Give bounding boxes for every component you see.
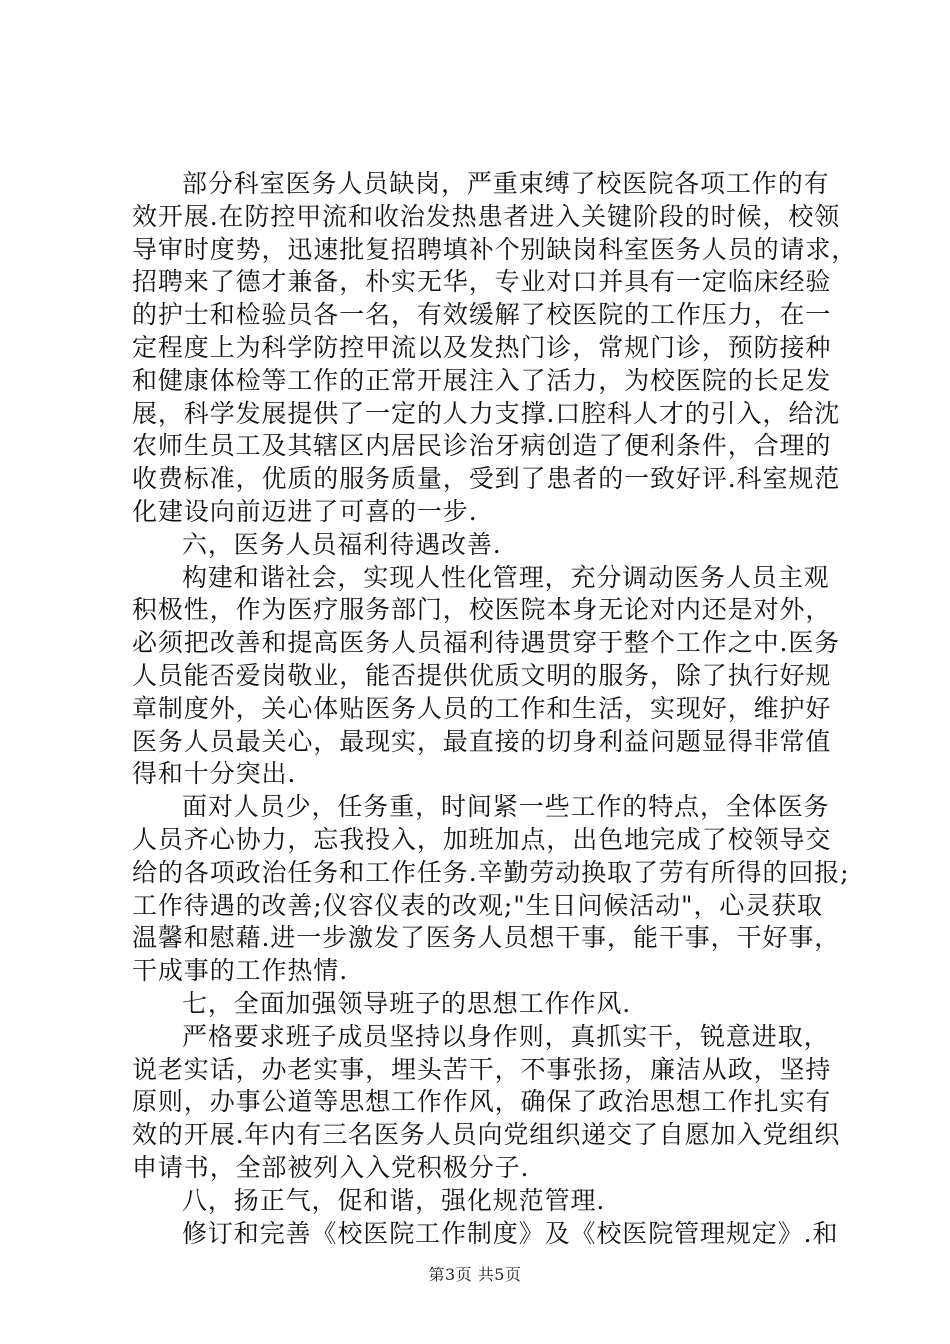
text-line: 效开展.在防控甲流和收治发热患者进入关键阶段的时候，校领 (132, 201, 841, 231)
text-line: 展，科学发展提供了一定的人力支撑.口腔科人才的引入，给沈 (132, 398, 841, 428)
text-line: 农师生员工及其辖区内居民诊治牙病创造了便利条件，合理的 (132, 431, 832, 461)
text-line: 工作待遇的改善;仪容仪表的改观;"生日问候活动"，心灵获取 (132, 890, 823, 920)
text-line: 给的各项政治任务和工作任务.辛勤劳动换取了劳有所得的回报; (132, 857, 850, 887)
text-line: 原则，办事公道等思想工作作风，确保了政治思想工作扎实有 (132, 1087, 832, 1117)
text-line: 说老实话，办老实事，埋头苦干，不事张扬，廉洁从政，坚持 (132, 1054, 832, 1084)
text-line: 部分科室医务人员缺岗，严重束缚了校医院各项工作的有 (182, 169, 830, 198)
text-line: 申请书，全部被列入入党积极分子. (132, 1152, 530, 1182)
text-line: 严格要求班子成员坚持以身作则，真抓实干，锐意进取， (182, 1021, 830, 1051)
text-line: 人员能否爱岗敬业，能否提供优质文明的服务，除了执行好规 (132, 660, 832, 690)
text-line: 干成事的工作热情. (132, 956, 349, 986)
text-line: 构建和谐社会，实现人性化管理，充分调动医务人员主观 (182, 562, 830, 592)
text-line: 人员齐心协力，忘我投入，加班加点，出色地完成了校领导交 (132, 824, 832, 854)
text-line: 七，全面加强领导班子的思想工作作风. (182, 988, 632, 1018)
text-line: 招聘来了德才兼备，朴实无华，专业对口并具有一定临床经验 (132, 267, 832, 297)
text-line: 修订和完善《校医院工作制度》及《校医院管理规定》.和 (182, 1218, 839, 1248)
text-line: 积极性，作为医疗服务部门，校医院本身无论对内还是对外， (132, 595, 832, 625)
text-line: 八，扬正气，促和谐，强化规范管理. (182, 1185, 606, 1215)
text-line: 医务人员最关心，最现实，最直接的切身利益问题显得非常值 (132, 726, 832, 756)
document-body (132, 168, 858, 1250)
text-line: 温馨和慰藉.进一步激发了医务人员想干事，能干事，干好事， (132, 923, 841, 953)
text-line: 收费标准，优质的服务质量，受到了患者的一致好评.科室规范 (132, 464, 841, 494)
text-line: 定程度上为科学防控甲流以及发热门诊，常规门诊，预防接种 (132, 332, 832, 362)
text-line: 章制度外，关心体贴医务人员的工作和生活，实现好，维护好 (132, 693, 832, 723)
text-line: 必须把改善和提高医务人员福利待遇贯穿于整个工作之中.医务 (132, 628, 841, 658)
text-line: 导审时度势，迅速批复招聘填补个别缺岗科室医务人员的请求， (132, 234, 858, 264)
text-line: 和健康体检等工作的正常开展注入了活力，为校医院的长足发 (132, 365, 832, 395)
text-line: 面对人员少，任务重，时间紧一些工作的特点，全体医务 (182, 792, 830, 822)
text-line: 效的开展.年内有三名医务人员向党组织递交了自愿加入党组织 (132, 1120, 841, 1150)
page-footer: 第3页 共5页 (428, 1265, 522, 1284)
text-line: 的护士和检验员各一名，有效缓解了校医院的工作压力，在一 (132, 300, 832, 330)
text-line: 六，医务人员福利待遇改善. (182, 529, 502, 559)
text-line: 化建设向前迈进了可喜的一步. (132, 496, 478, 526)
text-line: 得和十分突出. (132, 759, 297, 789)
